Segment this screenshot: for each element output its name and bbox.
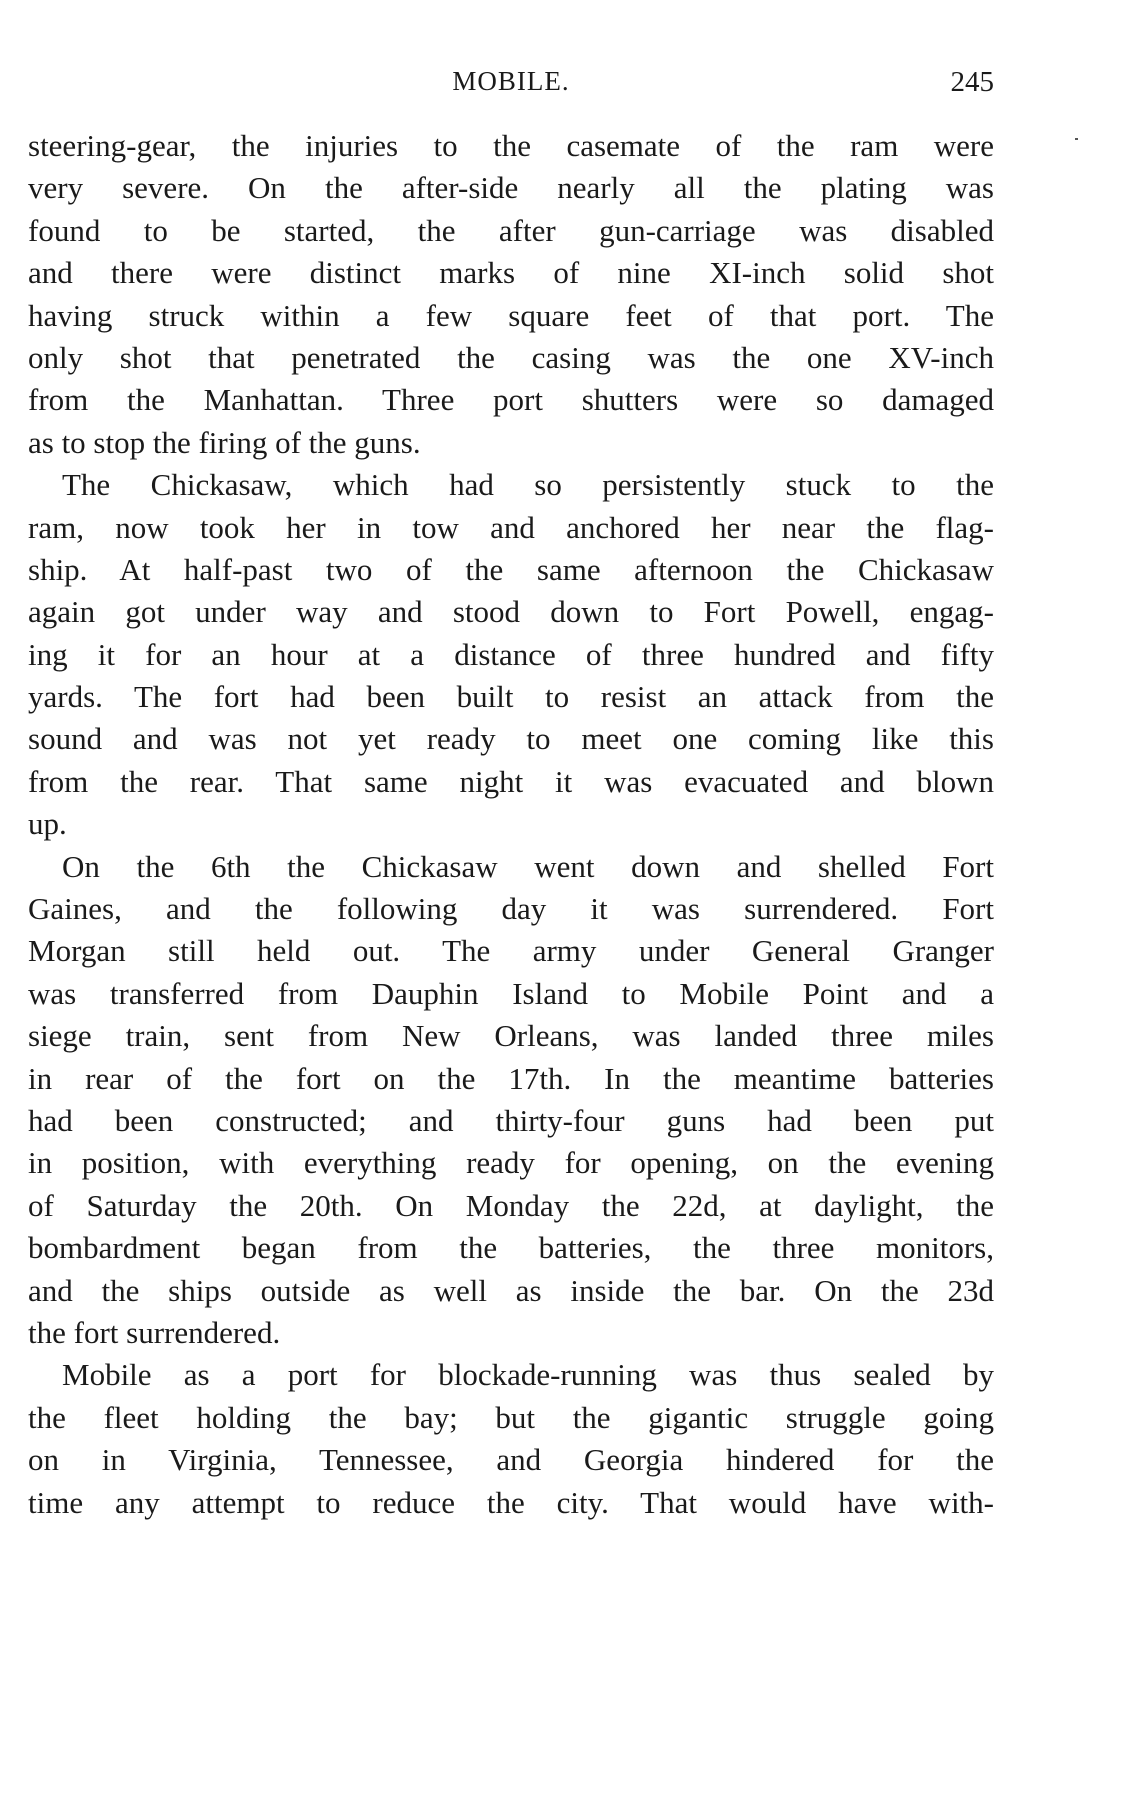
text-line: The Chickasaw, which had so persistently stuck to the: [62, 467, 994, 503]
text-line: up.: [28, 806, 67, 842]
text-line: again got under way and stood down to Fort Powell, engag-: [28, 594, 994, 630]
text-line: time any attempt to reduce the city. That would have with-: [28, 1484, 994, 1520]
text-line: Morgan still held out. The army under General Granger: [28, 933, 994, 969]
margin-speck: [1075, 138, 1078, 140]
text-line: siege train, sent from New Orleans, was landed three miles: [28, 1018, 994, 1054]
text-line: and there were distinct marks of nine XI-inch solid shot: [28, 255, 994, 291]
paragraph: [28, 846, 994, 1355]
text-line: in rear of the fort on the 17th. In the meantime batteries: [28, 1060, 994, 1096]
text-line: having struck within a few square feet of that port. The: [28, 297, 994, 333]
paragraph: [28, 1354, 994, 1524]
page-number: 245: [950, 66, 994, 98]
text-line: from the Manhattan. Three port shutters were so damaged: [28, 382, 994, 418]
text-line: Mobile as a port for blockade-running was thus sealed by: [62, 1357, 994, 1393]
text-line: the fleet holding the bay; but the gigantic struggle going: [28, 1399, 994, 1435]
text-line: very severe. On the after-side nearly all the plating was: [28, 170, 994, 206]
paragraph: [28, 125, 994, 464]
text-line: the fort surrendered.: [28, 1314, 281, 1350]
text-line: ship. At half-past two of the same afternoon the Chickasaw: [28, 551, 994, 587]
text-line: from the rear. That same night it was evacuated and blown: [28, 763, 994, 799]
text-line: found to be started, the after gun-carriage was disabled: [28, 212, 994, 248]
body-text: [28, 125, 994, 1524]
text-line: only shot that penetrated the casing was the one XV-inch: [28, 339, 994, 375]
text-line: on in Virginia, Tennessee, and Georgia hindered for the: [28, 1442, 994, 1478]
text-line: sound and was not yet ready to meet one coming like this: [28, 721, 994, 757]
text-line: bombardment began from the batteries, the three monitors,: [28, 1230, 994, 1266]
text-line: as to stop the firing of the guns.: [28, 424, 421, 460]
text-line: yards. The fort had been built to resist an attack from the: [28, 679, 994, 715]
running-title: MOBILE.: [452, 66, 570, 96]
text-line: was transferred from Dauphin Island to Mobile Point and a: [28, 975, 994, 1011]
text-line: of Saturday the 20th. On Monday the 22d, at daylight, the: [28, 1187, 994, 1223]
text-line: and the ships outside as well as inside the bar. On the 23d: [28, 1272, 994, 1308]
text-line: had been constructed; and thirty-four guns had been put: [28, 1102, 994, 1138]
paragraph: [28, 464, 994, 846]
text-line: ing it for an hour at a distance of three hundred and fifty: [28, 636, 994, 672]
text-line: in position, with everything ready for opening, on the evening: [28, 1145, 994, 1181]
text-line: On the 6th the Chickasaw went down and shelled Fort: [62, 848, 994, 884]
running-head: [28, 66, 994, 106]
text-line: Gaines, and the following day it was surrendered. Fort: [28, 891, 994, 927]
text-line: steering-gear, the injuries to the casemate of the ram were: [28, 128, 994, 163]
text-line: ram, now took her in tow and anchored her near the flag-: [28, 509, 994, 545]
